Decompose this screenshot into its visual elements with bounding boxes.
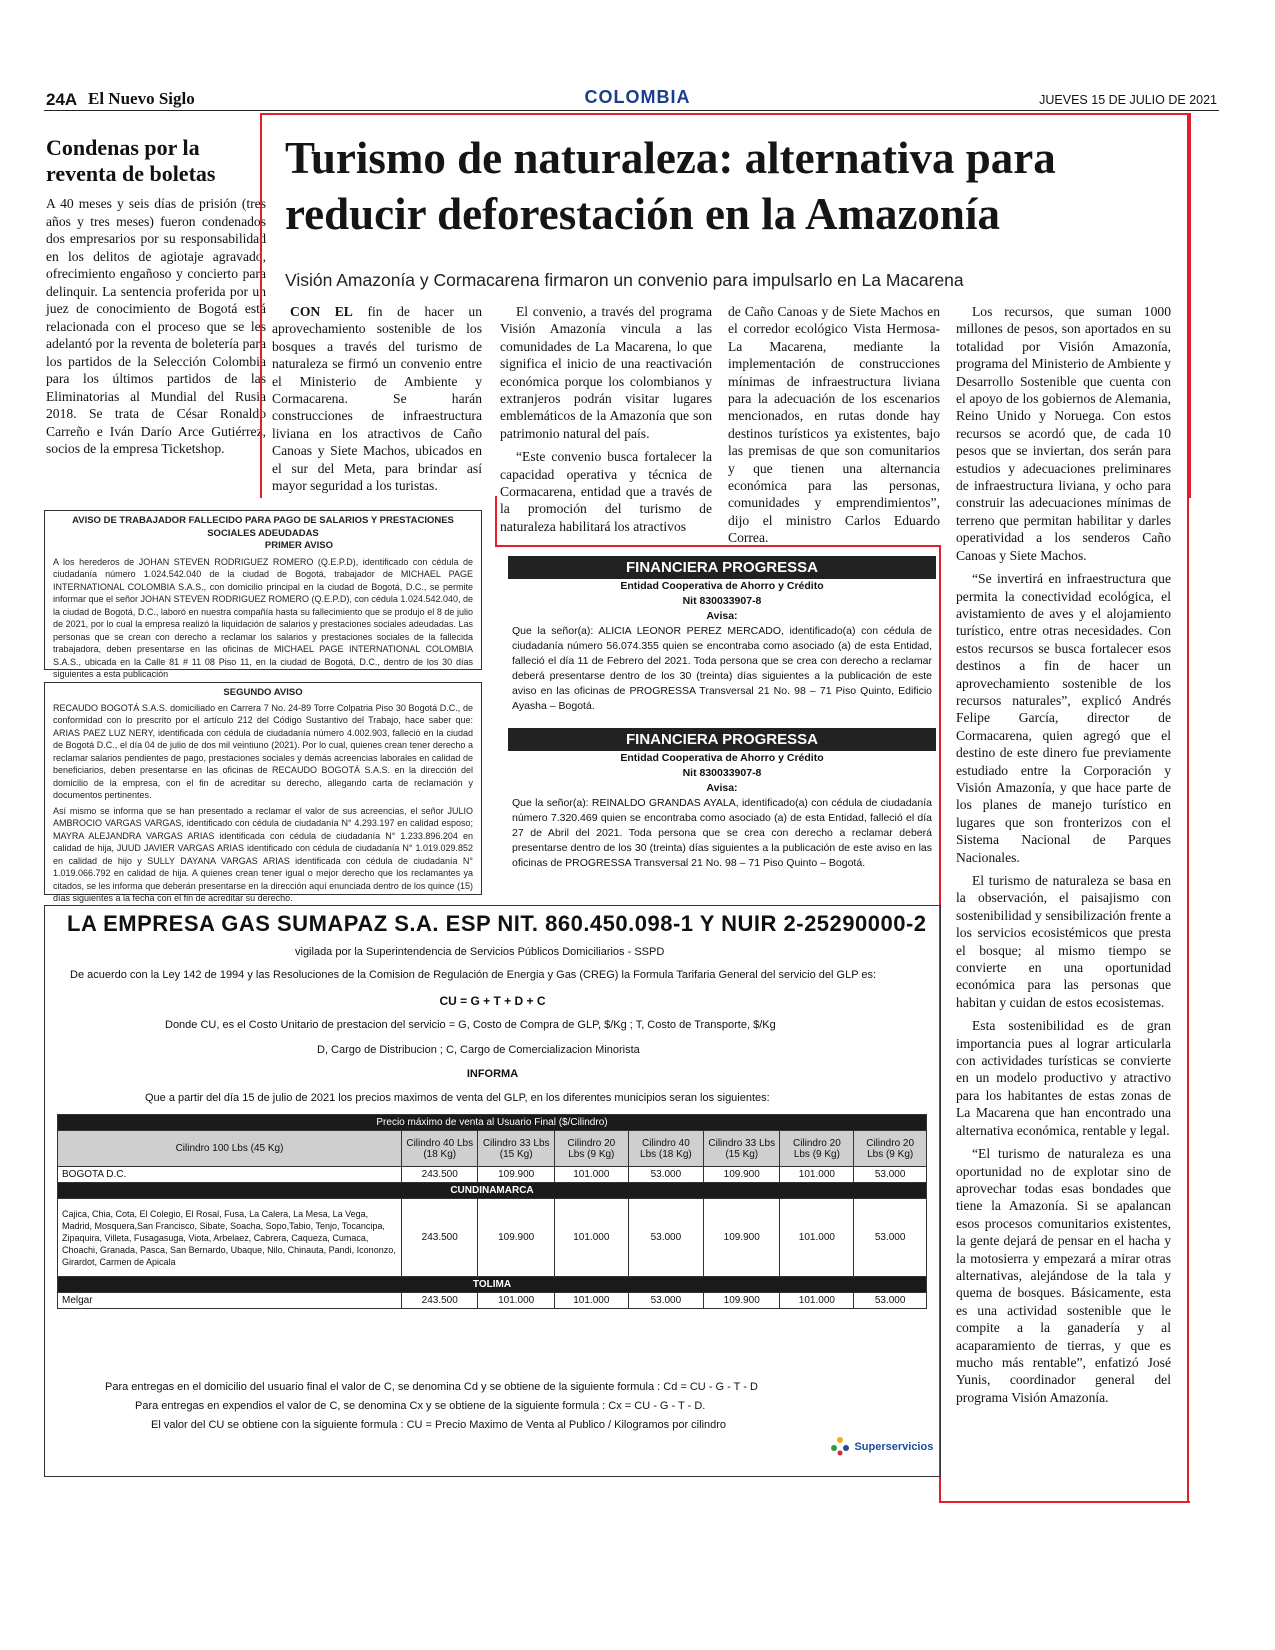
notice-subheading: PRIMER AVISO <box>264 540 333 551</box>
table-section-header: TOLIMA <box>58 1277 927 1293</box>
table-cell: 53.000 <box>854 1293 927 1309</box>
gas-notice-donde-2: D, Cargo de Distribucion ; C, Cargo de Comercializacion Minorista <box>317 1044 640 1056</box>
financiera-name: FINANCIERA PROGRESSA <box>508 556 936 579</box>
article-column-3 <box>728 303 940 553</box>
sidebar-story-body: A 40 meses y seis días de prisión (tres años y tres meses) fueron condenados dos empresarios por su responsabilidad en los delitos de agiotaje agravado, ofrecimiento engañoso y concierto para delinquir. La sentencia proferida por un juez de conocimiento de Bogotá está relacionada con el proceso que se les adelantó por la reventa de boletería para los partidos de la Selección Colombia para los últimos partidos de las Eliminatorias al Mundial del Rusia 2018. Se trata de César Ronaldo Carreño e Iván Darío Arce Gutiérrez, socios de la empresa Ticketshop. <box>46 196 266 456</box>
table-col-header: Cilindro 33 Lbs (15 Kg) <box>478 1131 554 1167</box>
table-cell: 243.500 <box>402 1199 478 1277</box>
table-cell: 53.000 <box>628 1167 703 1183</box>
table-cell: 53.000 <box>628 1199 703 1277</box>
table-cell: 53.000 <box>854 1167 927 1183</box>
issue-date: JUEVES 15 DE JULIO DE 2021 <box>1039 93 1217 107</box>
article-column-1 <box>272 303 482 500</box>
gas-notice-from-date: Que a partir del día 15 de julio de 2021 los precios maximos de venta del GLP, en los diferentes municipios seran los siguientes: <box>145 1092 770 1104</box>
table-cell: BOGOTA D.C. <box>58 1167 402 1183</box>
article-col4-paragraph: Los recursos, que suman 1000 millones de pesos, son aportados en su totalidad por Visión Amazonía, programa del Ministerio de Ambiente y Desarrollo Sostenible que cuenta con el apoyo de los gobiernos de Alemania, Reino Unido y Noruega. Con estos recursos se acordó que, de cada 10 pesos que se inviertan, dos serán para estudios y adecuaciones preliminares de infraestructura liviana, y ocho para construir las adecuaciones mínimas de terreno que permitan habilitar y darles operatividad a los senderos Caño Canoas y Siete Machos. <box>956 304 1171 563</box>
table-row <box>58 1167 927 1183</box>
table-cell: 101.000 <box>780 1167 854 1183</box>
financiera-text: Que la señor(a): REINALDO GRANDAS AYALA, identificado(a) con cédula de ciudadanía número 7.320.469 quien se encontraba como asociado (a) de esta Entidad, falleció el día 27 de Abril del 2021. Toda persona que se crea con derecho a reclamar deberá presentarse dentro de los 30 (treinta) días siguientes a la publicación de este aviso en las oficinas de PROGRESSA Transversal 21 No. 98 – 71 Piso Quinto – Bogotá. <box>512 797 932 869</box>
price-table-header: Precio máximo de venta al Usuario Final ($/Cilindro) <box>58 1115 927 1131</box>
table-col-header: Cilindro 20 Lbs (9 Kg) <box>554 1131 628 1167</box>
gas-notice-informa: INFORMA <box>466 1068 519 1080</box>
table-cell: 109.900 <box>478 1167 554 1183</box>
financiera-text: Que la señor(a): ALICIA LEONOR PEREZ MERCADO, identificado(a) con cédula de ciudadanía número 56.074.355 quien se encontraba como asociado (a) de esta Entidad, falleció el día 11 de Febrero del 2021. Toda persona que se crea con derecho a reclamar deberá presentarse dentro de los 30 (treinta) días siguientes a la publicación de este aviso en las oficinas de PROGRESSA Transversal 21 No. 98 – 71 Piso Quinto, Edificio Ayasha – Bogotá. <box>512 625 932 712</box>
gas-notice-footnote-3: El valor del CU se obtiene con la siguiente formula : CU = Precio Maximo de Venta al Publico / Kilogramos por cilindro <box>151 1419 727 1431</box>
article-col1-text: fin de hacer un aprovechamiento sostenible de los bosques a través del turismo de naturaleza se firmó un convenio entre el Ministerio de Ambiente y Cormacarena. Se harán construcciones de infraestructura liviana en los atractivos de Caño Canoas y Siete Machos, ubicados en el sur del Meta, para brindar así mayor seguridad a los turistas. <box>272 304 482 494</box>
article-col2-paragraph: “Este convenio busca fortalecer la capacidad operativa y técnica de Cormacarena, entidad que a través de la promoción del turismo de naturaleza habilitará los atractivos <box>500 449 712 534</box>
gas-notice-donde-1: Donde CU, es el Costo Unitario de prestacion del servicio = G, Costo de Compra de GLP, $/Kg ; T, Costo de Transporte, $/Kg <box>165 1019 776 1031</box>
table-cell: 101.000 <box>780 1293 854 1309</box>
article-highlight-lower-left <box>495 496 497 546</box>
table-cell: 109.900 <box>704 1167 780 1183</box>
table-col-header: Cilindro 100 Lbs (45 Kg) <box>58 1131 402 1167</box>
table-cell: 53.000 <box>628 1293 703 1309</box>
table-cell: Cajica, Chia, Cota, El Colegio, El Rosal, Fusa, La Calera, La Mesa, La Vega, Madrid, Mosquera,San Francisco, Sibate, Soacha, Sopo,Tabio, Tenjo, Tocancipa, Zipaquira, Villeta, Fusagasuga, Viota, Arbelaez, Cabrera, Caqueza, Cumaca, Choachi, Granada, Pasca, San Bernardo, Ubaque, Nilo, Chinauta, Pandi, Icononzo, Girardot, Carmen de Apicala <box>58 1199 402 1277</box>
notice-heading: AVISO DE TRABAJADOR FALLECIDO PARA PAGO DE SALARIOS Y PRESTACIONES SOCIALES ADEUDADAS <box>72 515 454 539</box>
sidebar-story-title: Condenas por la reventa de boletas <box>46 135 216 186</box>
financiera-avisa: Avisa: <box>706 610 738 622</box>
section-name: COLOMBIA <box>584 87 691 107</box>
gas-notice-footnote-1: Para entregas en el domicilio del usuario final el valor de C, se denomina Cd y se obtiene de la siguiente formula : Cd = CU - G - T - D <box>105 1381 758 1393</box>
article-headline: Turismo de naturaleza: alternativa para reducir deforestación en la Amazonía <box>285 133 1056 239</box>
notice-body: RECAUDO BOGOTÁ S.A.S. domiciliado en Carrera 7 No. 24-89 Torre Colpatria Piso 30 Bogotá D.C., de conformidad con lo prescrito por el artículo 212 del Código Sustantivo del Trabajo, hace saber que: ARIAS PAEZ LUZ NERY, identificada con cédula de ciudadanía número 4.002.903, falleció en la ciudad de Bogotá D.C., el día 04 de julio de dos mil veintiuno (2021). Por lo cual, quienes crean tener derecho a reclamar salarios pendientes de pago, prestaciones sociales y demás acreencias laborales en calidad de beneficiarios, deben presentarse en las oficinas de RECAUDO BOGOTÁ S.A.S. en la dirección del domicilio de la empresa, con el fin de acreditar su derecho, allegando carta de reclamación y documentos pertinentes. <box>53 702 473 800</box>
table-cell: 101.000 <box>780 1199 854 1277</box>
article-col4-paragraph: Esta sostenibilidad es de gran importancia pues al lograr articularla con actividades turísticas se convierte en un modelo productivo y atractivo para los habitantes de estas zonas de La Macarena que han encontrado una alternativa económica, rentable y legal. <box>956 1018 1171 1138</box>
superservicios-logo-icon <box>830 1436 850 1456</box>
article-lead-in: CON EL <box>290 304 353 319</box>
article-col4-paragraph: El turismo de naturaleza se basa en la observación, el paisajismo con sostenibilidad y sensibilización frente a los servicios ecosistémicos que presta el bosque; al mismo tiempo se convierte en una oportunidad económica para las personas que habitan y cuidan de estos ecosistemas. <box>956 873 1171 1010</box>
table-cell: 109.900 <box>704 1199 780 1277</box>
superservicios-logo-text: Superservicios <box>854 1441 934 1454</box>
financiera-name: FINANCIERA PROGRESSA <box>508 728 936 751</box>
header-rule <box>44 110 1219 111</box>
table-row <box>58 1199 927 1277</box>
page-number: 24A <box>46 90 78 109</box>
superservicios-logo <box>830 1436 933 1456</box>
article-col3-paragraph: de Caño Canoas y de Siete Machos en el corredor ecológico Vista Hermosa-La Macarena, mediante la implementación de construcciones mínimas de infraestructura liviana para la adecuación de los escenarios mencionados, en rutas donde hay destinos turísticos ya existentes, bajo las premisas de que son comunitarios y que tienen una alternancia económica para las personas, comunidades y emprendimientos”, dijo el ministro Carlos Eduardo Correa. <box>728 304 940 546</box>
legal-notice-deceased-worker <box>44 510 482 679</box>
article-col2-paragraph: El convenio, a través del programa Visión Amazonía vincula a las comunidades de La Macarena, lo que significa el inicio de una reactivación económica porque los colombianos y extranjeros podrán visitar lugares emblemáticos de la Amazonía que son patrimonio natural del país. <box>500 304 712 441</box>
gas-notice-title: LA EMPRESA GAS SUMAPAZ S.A. ESP NIT. 860.450.098-1 Y NUIR 2-25290000-2 <box>67 911 927 936</box>
financiera-nit: Nit 830033907-8 <box>682 595 762 607</box>
table-cell: Melgar <box>58 1293 402 1309</box>
article-col4-paragraph: “El turismo de naturaleza es una oportunidad no de explotar sino de aprovechar todas esas bondades que tiene la Amazonía. Si se apalancan esos procesos comunitarios existentes, la gente dejará de pensar en el hacha y la motosierra y empezará a mirar otras alternativas, alejándose de la tala y quema de bosques. Básicamente, esta es una actividad sostenible que le compite a la ganadería y al acaparamiento de tierras, y que es mucho más rentable”, enfatizó José Yunis, coordinador general del programa Visión Amazonía. <box>956 1146 1171 1405</box>
legal-notice-recaudo <box>44 682 482 903</box>
table-col-header: Cilindro 20 Lbs (9 Kg) <box>780 1131 854 1167</box>
financiera-entity: Entidad Cooperativa de Ahorro y Crédito <box>620 580 824 592</box>
table-cell: 243.500 <box>402 1293 478 1309</box>
article-column-2 <box>500 303 712 541</box>
table-col-header: Cilindro 40 Lbs (18 Kg) <box>402 1131 478 1167</box>
notice-body: A los herederos de JOHAN STEVEN RODRIGUEZ ROMERO (Q.E.P.D), identificado con cédula de ciudadanía número 1.024.542.040 de la ciudad de Bogotá, trabajador de MICHAEL PAGE INTERNATIONAL COLOMBIA S.A.S., con domicilio principal en la ciudad de Bogotá, D.C., se permite informar que el señor JOHAN STEVEN RODRIGUEZ ROMERO (Q.E.P.D), con cédula 1.024.542.040, de la ciudad de Bogotá, D.C., laboró en nuestra compañía hasta su fallecimiento que se produjo el 8 de julio de 2021, por lo cual la empresa realizó la liquidación de salarios y prestaciones sociales adeudadas. Las personas que se crean con derecho a reclamar los salarios y prestaciones sociales de la fallecida trabajadora, deben presentarse en las oficinas de MICHAEL PAGE INTERNATIONAL COLOMBIA S.A.S., ubicada en la Calle 81 # 11 08 Piso 11, en la ciudad de Bogotá, D.C., dentro de los 30 días siguientes a esta publicación <box>53 556 473 679</box>
table-cell: 101.000 <box>554 1199 628 1277</box>
article-highlight-right <box>1187 113 1189 1503</box>
financiera-notice-2 <box>508 728 936 871</box>
article-subheadline: Visión Amazonía y Cormacarena firmaron un convenio para impulsarlo en La Macarena <box>285 270 964 290</box>
financiera-notice-1 <box>508 556 936 714</box>
table-cell: 53.000 <box>854 1199 927 1277</box>
article-column-4 <box>956 303 1171 1412</box>
table-cell: 101.000 <box>554 1293 628 1309</box>
financiera-entity: Entidad Cooperativa de Ahorro y Crédito <box>620 752 824 764</box>
article-highlight-bottom <box>939 1501 1190 1503</box>
financiera-nit: Nit 830033907-8 <box>682 767 762 779</box>
financiera-avisa: Avisa: <box>706 782 738 794</box>
table-cell: 101.000 <box>554 1167 628 1183</box>
table-col-header: Cilindro 20 Lbs (9 Kg) <box>854 1131 927 1167</box>
gas-notice-footnote-2: Para entregas en expendios el valor de C, se denomina Cx y se obtiene de la siguiente formula : Cx = CU - G - T - D. <box>135 1400 706 1412</box>
table-col-header: Cilindro 40 Lbs (18 Kg) <box>628 1131 703 1167</box>
article-col4-paragraph: “Se invertirá en infraestructura que permita la conectividad ecológica, el avistamiento de aves y el alojamiento turístico, entre otras necesidades. Con estos recursos se busca fortalecer esos destinos a fin de hacer un aprovechamiento sostenible de los recursos naturales”, explicó Andrés Felipe García, director de Cormacarena, quien agregó que el destino de este dinero fue previamente estudiado entre la Corporación y Visión Amazonía, y que hace parte de los planes de manejo turístico en lugares que son fronterizos con el Sistema Nacional de Parques Nacionales. <box>956 571 1171 865</box>
notice-subheading: SEGUNDO AVISO <box>223 687 303 698</box>
notice-body-continued: Así mismo se informa que se han presentado a reclamar el valor de sus acreencias, el señor JULIO AMBROCIO VARGAS VARGAS, identificado con cédula de ciudadanía N° 4.293.197 en calidad esposo; MAYRA ALEJANDRA VARGAS ARIAS identificada con cédula de ciudadanía N° 1.233.896.204 en calidad de hija, JUUD JAVIER VARGAS ARIAS identificado con cédula de ciudadanía N° 1.019.029.852 en calidad de hijo y SULLY DAYANA VARGAS ARIAS identificada con cédula de ciudadanía N° 1.019.066.792 en calidad de hija. A quienes crean tener igual o mejor derecho que los reclamantes ya citados, se les informa que deberán presentarse en la dirección aquí enunciada dentro de los quince (15) días siguientes a la fecha con el fin de acreditar su derecho. <box>53 805 473 903</box>
table-row <box>58 1293 927 1309</box>
table-col-header: Cilindro 33 Lbs (15 Kg) <box>704 1131 780 1167</box>
gas-notice-law: De acuerdo con la Ley 142 de 1994 y las Resoluciones de la Comision de Regulación de Energia y Gas (CREG) la Formula Tarifaria General del servicio del GLP es: <box>70 969 877 981</box>
table-cell: 243.500 <box>402 1167 478 1183</box>
table-cell: 109.900 <box>704 1293 780 1309</box>
gas-price-table <box>57 1114 927 1309</box>
table-cell: 109.900 <box>478 1199 554 1277</box>
newspaper-name: El Nuevo Siglo <box>88 89 195 108</box>
gas-notice-formula: CU = G + T + D + C <box>439 994 546 1008</box>
table-cell: 101.000 <box>478 1293 554 1309</box>
gas-sumapaz-notice <box>44 905 941 1477</box>
table-section-header: CUNDINAMARCA <box>58 1183 927 1199</box>
gas-notice-supervision: vigilada por la Superintendencia de Servicios Públicos Domiciliarios - SSPD <box>295 946 665 958</box>
